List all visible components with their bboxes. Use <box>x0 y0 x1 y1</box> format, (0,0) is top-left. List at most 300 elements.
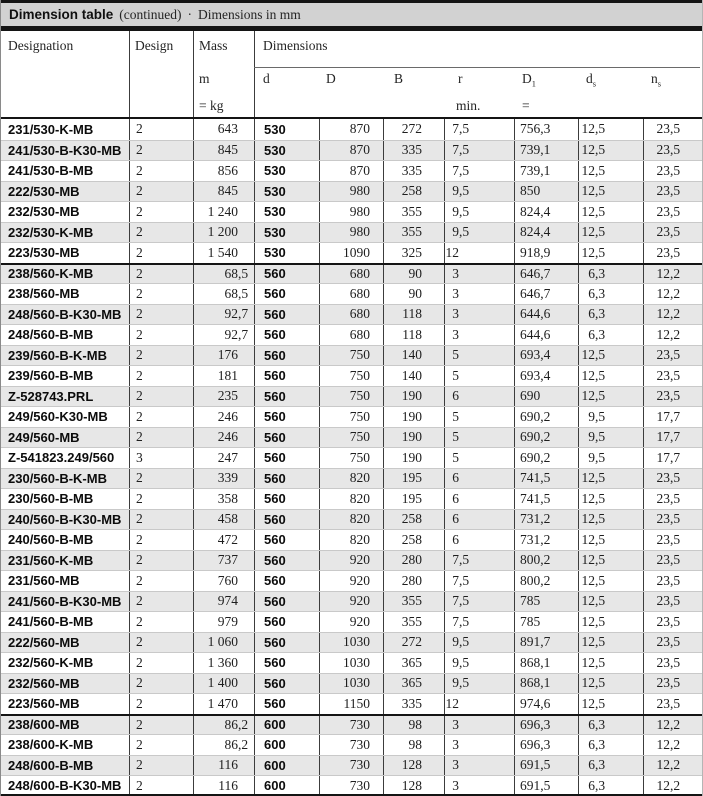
table-row <box>1 201 702 222</box>
cell-D: 870 <box>319 141 383 161</box>
cell-d: 560 <box>254 530 319 550</box>
table-row <box>1 632 702 653</box>
table-row <box>1 529 702 550</box>
cell-designation: 241/530-B-K30-MB <box>8 142 122 158</box>
cell-design: 2 <box>129 284 193 304</box>
cell-mass: 974 <box>193 592 254 612</box>
cell-designation: 248/600-B-K30-MB <box>8 778 122 794</box>
cell-ds: 12 ,5 <box>578 469 643 489</box>
cell-design: 2 <box>129 366 193 386</box>
cell-B: 325 <box>383 243 444 263</box>
cell-D: 820 <box>319 510 383 530</box>
cell-D1: 691,5 <box>514 776 578 796</box>
cell-D1: 690,2 <box>514 448 578 468</box>
cell-B: 335 <box>383 694 444 714</box>
col-header-design: Design <box>135 38 174 53</box>
cell-D: 870 <box>319 119 383 140</box>
cell-design: 2 <box>129 735 193 755</box>
cell-ds: 6 ,3 <box>578 284 643 304</box>
table-row <box>1 242 702 263</box>
table-row <box>1 468 702 489</box>
cell-r: 9 ,5 <box>444 223 514 243</box>
table-row <box>1 447 702 468</box>
cell-d: 560 <box>254 346 319 366</box>
cell-d: 530 <box>254 141 319 161</box>
cell-D: 980 <box>319 182 383 202</box>
cell-B: 118 <box>383 305 444 325</box>
cell-D: 1030 <box>319 674 383 694</box>
table-row <box>1 755 702 776</box>
cell-D1: 690 <box>514 387 578 407</box>
cell-d: 560 <box>254 694 319 714</box>
cell-mass: 246 <box>193 428 254 448</box>
cell-d: 560 <box>254 551 319 571</box>
cell-r: 9 ,5 <box>444 182 514 202</box>
cell-designation: 231/560-K-MB <box>8 552 94 568</box>
table-row <box>1 263 702 284</box>
cell-design: 2 <box>129 141 193 161</box>
cell-mass: 1 400 <box>193 674 254 694</box>
cell-B: 140 <box>383 346 444 366</box>
cell-D1: 690,2 <box>514 407 578 427</box>
table-row <box>1 160 702 181</box>
table-row <box>1 345 702 366</box>
cell-D1: 644,6 <box>514 305 578 325</box>
cell-r: 6 <box>444 387 514 407</box>
cell-ds: 12 ,5 <box>578 161 643 181</box>
dimensions-underline <box>254 67 700 68</box>
cell-mass: 116 <box>193 776 254 796</box>
cell-ns: 23 ,5 <box>643 653 703 673</box>
cell-r: 7 ,5 <box>444 551 514 571</box>
table-row <box>1 734 702 755</box>
table-row <box>1 550 702 571</box>
cell-ns: 23 ,5 <box>643 612 703 632</box>
cell-ns: 23 ,5 <box>643 161 703 181</box>
table-row <box>1 488 702 509</box>
cell-designation: 231/530-K-MB <box>8 121 94 137</box>
cell-designation: 232/530-K-MB <box>8 224 94 240</box>
cell-B: 272 <box>383 633 444 653</box>
cell-D1: 646,7 <box>514 265 578 284</box>
cell-ds: 6 ,3 <box>578 265 643 284</box>
cell-designation: 232/530-MB <box>8 204 80 220</box>
col-header-D1: $D_1$ <box>522 71 536 89</box>
table-row <box>1 222 702 243</box>
cell-B: 128 <box>383 776 444 796</box>
cell-ns: 12 ,2 <box>643 776 703 796</box>
cell-ds: 12 ,5 <box>578 387 643 407</box>
col-header-mass: Mass <box>199 38 228 53</box>
table-row <box>1 775 702 796</box>
cell-mass: 86 ,2 <box>193 735 254 755</box>
table-row <box>1 386 702 407</box>
cell-D1: 918,9 <box>514 243 578 263</box>
col-header-designation: Designation <box>8 38 74 53</box>
table-subtitle: Dimensions in mm <box>198 6 301 22</box>
cell-B: 90 <box>383 265 444 284</box>
cell-r: 12 <box>444 694 514 714</box>
cell-B: 98 <box>383 716 444 735</box>
cell-d: 560 <box>254 448 319 468</box>
col-header-d1-note: = <box>522 98 530 113</box>
cell-design: 2 <box>129 653 193 673</box>
cell-D: 680 <box>319 325 383 345</box>
cell-r: 6 <box>444 489 514 509</box>
cell-r: 5 <box>444 407 514 427</box>
cell-designation: 222/560-MB <box>8 634 80 650</box>
table-row <box>1 324 702 345</box>
cell-D1: 785 <box>514 592 578 612</box>
table-row <box>1 591 702 612</box>
cell-D: 680 <box>319 265 383 284</box>
cell-designation: 248/560-B-K30-MB <box>8 306 122 322</box>
table-row <box>1 673 702 694</box>
cell-d: 560 <box>254 366 319 386</box>
cell-r: 7 ,5 <box>444 119 514 140</box>
cell-r: 9 ,5 <box>444 202 514 222</box>
cell-D: 750 <box>319 366 383 386</box>
cell-designation: Z-541823.249/560 <box>8 450 115 466</box>
cell-r: 7 ,5 <box>444 592 514 612</box>
cell-D1: 731,2 <box>514 510 578 530</box>
cell-ns: 23 ,5 <box>643 469 703 489</box>
cell-r: 12 <box>444 243 514 263</box>
cell-ds: 12 ,5 <box>578 530 643 550</box>
cell-design: 2 <box>129 694 193 714</box>
cell-mass: 737 <box>193 551 254 571</box>
cell-design: 2 <box>129 305 193 325</box>
cell-design: 2 <box>129 407 193 427</box>
cell-r: 9 ,5 <box>444 633 514 653</box>
cell-D: 730 <box>319 716 383 735</box>
table-title: Dimension table <box>9 7 114 22</box>
cell-D: 750 <box>319 346 383 366</box>
cell-design: 2 <box>129 346 193 366</box>
cell-d: 560 <box>254 489 319 509</box>
table-row <box>1 140 702 161</box>
cell-ds: 12 ,5 <box>578 551 643 571</box>
cell-mass: 856 <box>193 161 254 181</box>
cell-design: 2 <box>129 243 193 263</box>
cell-ds: 12 ,5 <box>578 119 643 140</box>
cell-design: 2 <box>129 161 193 181</box>
col-header-r-min-note: min. <box>456 98 481 113</box>
cell-r: 3 <box>444 735 514 755</box>
cell-ds: 6 ,3 <box>578 735 643 755</box>
cell-D1: 741,5 <box>514 489 578 509</box>
cell-D1: 850 <box>514 182 578 202</box>
cell-ds: 6 ,3 <box>578 756 643 776</box>
col-header-d: d <box>263 71 270 86</box>
table-row <box>1 365 702 386</box>
cell-ds: 6 ,3 <box>578 305 643 325</box>
cell-designation: 238/600-MB <box>8 717 80 733</box>
cell-design: 2 <box>129 592 193 612</box>
cell-ns: 17 ,7 <box>643 448 703 468</box>
cell-d: 560 <box>254 633 319 653</box>
cell-ns: 23 ,5 <box>643 346 703 366</box>
cell-designation: 230/560-B-K-MB <box>8 470 107 486</box>
cell-designation: 241/560-B-MB <box>8 614 94 630</box>
cell-r: 5 <box>444 448 514 468</box>
table-row <box>1 693 702 714</box>
cell-ns: 23 ,5 <box>643 387 703 407</box>
cell-ds: 6 ,3 <box>578 776 643 796</box>
cell-mass: 472 <box>193 530 254 550</box>
col-header-D: D <box>326 71 336 86</box>
cell-ds: 12 ,5 <box>578 653 643 673</box>
cell-mass: 235 <box>193 387 254 407</box>
cell-designation: 222/530-MB <box>8 183 80 199</box>
cell-ns: 23 ,5 <box>643 633 703 653</box>
cell-design: 2 <box>129 489 193 509</box>
table-row <box>1 283 702 304</box>
cell-mass: 1 360 <box>193 653 254 673</box>
cell-d: 560 <box>254 428 319 448</box>
cell-B: 190 <box>383 387 444 407</box>
cell-r: 3 <box>444 716 514 735</box>
cell-ns: 23 ,5 <box>643 223 703 243</box>
cell-designation: 232/560-K-MB <box>8 655 94 671</box>
cell-ns: 23 ,5 <box>643 489 703 509</box>
cell-D1: 644,6 <box>514 325 578 345</box>
cell-B: 365 <box>383 653 444 673</box>
cell-r: 3 <box>444 325 514 345</box>
cell-mass: 1 200 <box>193 223 254 243</box>
cell-mass: 92 ,7 <box>193 305 254 325</box>
cell-D: 980 <box>319 202 383 222</box>
cell-mass: 1 470 <box>193 694 254 714</box>
cell-D1: 800,2 <box>514 571 578 591</box>
cell-mass: 1 540 <box>193 243 254 263</box>
cell-d: 560 <box>254 571 319 591</box>
cell-r: 3 <box>444 284 514 304</box>
cell-B: 365 <box>383 674 444 694</box>
cell-D: 980 <box>319 223 383 243</box>
cell-ns: 23 ,5 <box>643 551 703 571</box>
cell-design: 2 <box>129 551 193 571</box>
cell-ns: 12 ,2 <box>643 756 703 776</box>
cell-ns: 12 ,2 <box>643 265 703 284</box>
cell-B: 258 <box>383 510 444 530</box>
cell-D: 750 <box>319 407 383 427</box>
cell-ds: 12 ,5 <box>578 202 643 222</box>
cell-D1: 739,1 <box>514 141 578 161</box>
cell-B: 258 <box>383 530 444 550</box>
cell-ns: 23 ,5 <box>643 592 703 612</box>
cell-design: 2 <box>129 756 193 776</box>
cell-B: 258 <box>383 182 444 202</box>
cell-design: 2 <box>129 716 193 735</box>
cell-D: 730 <box>319 756 383 776</box>
cell-D: 920 <box>319 551 383 571</box>
cell-D1: 974,6 <box>514 694 578 714</box>
cell-designation: 239/560-B-K-MB <box>8 347 107 363</box>
cell-D: 750 <box>319 448 383 468</box>
cell-design: 2 <box>129 776 193 796</box>
cell-designation: 241/530-B-MB <box>8 163 94 179</box>
col-header-mass-symbol: m <box>199 71 210 86</box>
cell-D1: 690,2 <box>514 428 578 448</box>
cell-D: 1150 <box>319 694 383 714</box>
cell-design: 2 <box>129 612 193 632</box>
col-header-ns: $n_s$ <box>651 71 662 89</box>
cell-B: 118 <box>383 325 444 345</box>
cell-B: 190 <box>383 407 444 427</box>
cell-d: 600 <box>254 735 319 755</box>
cell-D: 920 <box>319 612 383 632</box>
table-header <box>1 31 702 119</box>
cell-mass: 68 ,5 <box>193 265 254 284</box>
cell-d: 560 <box>254 592 319 612</box>
cell-D1: 731,2 <box>514 530 578 550</box>
cell-B: 128 <box>383 756 444 776</box>
cell-design: 2 <box>129 674 193 694</box>
cell-B: 335 <box>383 141 444 161</box>
header-divider <box>193 31 194 117</box>
cell-D1: 693,4 <box>514 366 578 386</box>
cell-ns: 17 ,7 <box>643 428 703 448</box>
cell-r: 3 <box>444 265 514 284</box>
cell-design: 2 <box>129 510 193 530</box>
cell-design: 2 <box>129 633 193 653</box>
cell-D: 750 <box>319 428 383 448</box>
cell-ds: 12 ,5 <box>578 674 643 694</box>
cell-ns: 12 ,2 <box>643 735 703 755</box>
cell-design: 2 <box>129 182 193 202</box>
cell-B: 195 <box>383 489 444 509</box>
cell-ns: 23 ,5 <box>643 694 703 714</box>
cell-r: 9 ,5 <box>444 653 514 673</box>
cell-D: 920 <box>319 592 383 612</box>
cell-d: 560 <box>254 510 319 530</box>
cell-r: 5 <box>444 346 514 366</box>
cell-designation: 248/560-B-MB <box>8 327 94 343</box>
cell-mass: 247 <box>193 448 254 468</box>
cell-mass: 339 <box>193 469 254 489</box>
cell-designation: 248/600-B-MB <box>8 757 94 773</box>
table-row <box>1 427 702 448</box>
cell-D1: 756,3 <box>514 119 578 140</box>
cell-D1: 824,4 <box>514 223 578 243</box>
cell-designation: Z-528743.PRL <box>8 388 94 404</box>
cell-d: 560 <box>254 674 319 694</box>
cell-d: 600 <box>254 716 319 735</box>
cell-d: 530 <box>254 202 319 222</box>
cell-ds: 12 ,5 <box>578 346 643 366</box>
cell-ds: 12 ,5 <box>578 571 643 591</box>
cell-mass: 979 <box>193 612 254 632</box>
cell-mass: 845 <box>193 182 254 202</box>
cell-designation: 232/560-MB <box>8 675 80 691</box>
cell-r: 6 <box>444 530 514 550</box>
cell-r: 7 ,5 <box>444 571 514 591</box>
cell-design: 2 <box>129 387 193 407</box>
cell-r: 3 <box>444 756 514 776</box>
cell-D1: 696,3 <box>514 716 578 735</box>
cell-ds: 12 ,5 <box>578 694 643 714</box>
cell-design: 2 <box>129 325 193 345</box>
cell-designation: 249/560-MB <box>8 429 80 445</box>
cell-ds: 12 ,5 <box>578 366 643 386</box>
cell-D1: 824,4 <box>514 202 578 222</box>
cell-mass: 116 <box>193 756 254 776</box>
cell-D1: 691,5 <box>514 756 578 776</box>
cell-ds: 12 ,5 <box>578 489 643 509</box>
cell-mass: 845 <box>193 141 254 161</box>
cell-design: 2 <box>129 469 193 489</box>
cell-d: 560 <box>254 653 319 673</box>
cell-D1: 693,4 <box>514 346 578 366</box>
cell-ns: 23 ,5 <box>643 530 703 550</box>
cell-D: 820 <box>319 530 383 550</box>
cell-d: 560 <box>254 305 319 325</box>
cell-r: 3 <box>444 305 514 325</box>
table-row <box>1 509 702 530</box>
cell-ds: 12 ,5 <box>578 141 643 161</box>
cell-D: 820 <box>319 489 383 509</box>
cell-design: 2 <box>129 571 193 591</box>
cell-d: 560 <box>254 387 319 407</box>
cell-D: 820 <box>319 469 383 489</box>
col-header-B: B <box>394 71 404 86</box>
cell-B: 355 <box>383 202 444 222</box>
cell-ns: 12 ,2 <box>643 284 703 304</box>
cell-ns: 23 ,5 <box>643 243 703 263</box>
cell-r: 9 ,5 <box>444 674 514 694</box>
cell-d: 560 <box>254 325 319 345</box>
cell-ds: 9 ,5 <box>578 448 643 468</box>
cell-ns: 23 ,5 <box>643 674 703 694</box>
cell-designation: 241/560-B-K30-MB <box>8 593 122 609</box>
cell-designation: 223/530-MB <box>8 245 80 261</box>
cell-design: 2 <box>129 265 193 284</box>
cell-ns: 23 ,5 <box>643 182 703 202</box>
table-row <box>1 714 702 735</box>
cell-designation: 238/600-K-MB <box>8 737 94 753</box>
cell-mass: 358 <box>193 489 254 509</box>
cell-ns: 12 ,2 <box>643 325 703 345</box>
cell-D1: 868,1 <box>514 653 578 673</box>
table-row <box>1 406 702 427</box>
cell-B: 355 <box>383 592 444 612</box>
cell-designation: 223/560-MB <box>8 696 80 712</box>
cell-B: 90 <box>383 284 444 304</box>
cell-D: 730 <box>319 735 383 755</box>
cell-design: 3 <box>129 448 193 468</box>
cell-D1: 785 <box>514 612 578 632</box>
cell-D: 1030 <box>319 653 383 673</box>
cell-designation: 239/560-B-MB <box>8 368 94 384</box>
cell-r: 7 ,5 <box>444 161 514 181</box>
cell-d: 560 <box>254 469 319 489</box>
cell-d: 560 <box>254 265 319 284</box>
cell-r: 3 <box>444 776 514 796</box>
cell-D1: 696,3 <box>514 735 578 755</box>
cell-ds: 6 ,3 <box>578 716 643 735</box>
col-header-dimensions-group: Dimensions <box>263 38 328 53</box>
cell-design: 2 <box>129 202 193 222</box>
cell-mass: 92 ,7 <box>193 325 254 345</box>
table-title-continued: (continued) <box>119 6 182 22</box>
cell-D: 750 <box>319 387 383 407</box>
cell-mass: 68 ,5 <box>193 284 254 304</box>
cell-D: 1090 <box>319 243 383 263</box>
cell-mass: 1 060 <box>193 633 254 653</box>
cell-d: 530 <box>254 223 319 243</box>
cell-ds: 12 ,5 <box>578 612 643 632</box>
